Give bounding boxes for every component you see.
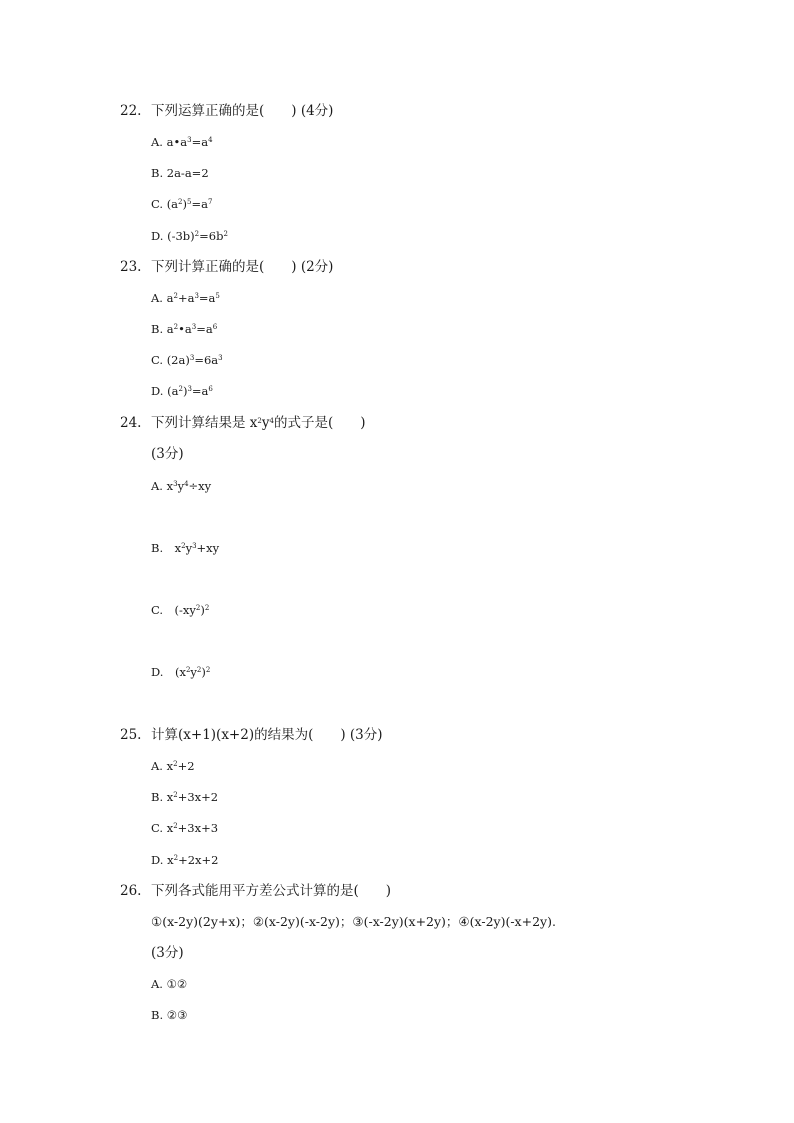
option-text: ÷xy — [188, 479, 212, 493]
option-text: A. a•a — [151, 135, 188, 149]
option-text: A. x — [151, 759, 174, 773]
question-22-option-a — [151, 137, 213, 149]
option-text: =a — [198, 291, 216, 305]
question-25-option-a — [151, 761, 195, 773]
question-23-option-a — [151, 293, 220, 305]
option-text: A. ①② — [151, 977, 188, 991]
question-22-stem — [120, 105, 333, 119]
exponent: 2 — [205, 666, 211, 674]
question-text: 计算(x+1)(x+2)的结果为( ) (3分) — [151, 727, 383, 743]
question-25-stem — [120, 729, 383, 743]
exponent: 2 — [185, 666, 191, 674]
option-text: y — [177, 479, 185, 493]
option-text: y — [185, 541, 193, 555]
option-text: +xy — [196, 541, 220, 555]
option-text: C. (a — [151, 197, 179, 211]
exponent: 7 — [207, 198, 213, 206]
option-text: B. ②③ — [151, 1008, 188, 1022]
exponent: 3 — [173, 480, 178, 488]
option-text: ) — [182, 197, 188, 211]
exponent: 2 — [173, 791, 178, 799]
option-text: =a — [196, 322, 213, 336]
question-25-option-c — [151, 823, 218, 835]
question-text: 下列计算结果是 x — [151, 415, 258, 431]
exponent: 4 — [184, 480, 189, 488]
option-text: ) — [200, 603, 205, 617]
option-text: B. x — [151, 790, 174, 804]
option-text: C. (2a) — [151, 353, 190, 367]
exponent: 2 — [196, 666, 202, 674]
question-23-stem — [120, 261, 333, 275]
question-22-option-c — [151, 199, 212, 211]
question-number: 25. — [120, 727, 142, 743]
option-text: C. x — [151, 821, 174, 835]
exponent: 3 — [187, 136, 192, 144]
option-text: A. x — [151, 479, 174, 493]
question-25-option-b — [151, 792, 218, 804]
exponent: 2 — [181, 542, 186, 550]
option-text: D. (-3b) — [151, 229, 195, 243]
question-23-option-c — [151, 355, 223, 367]
exponent: 4 — [208, 136, 213, 144]
option-text: C. (-xy — [151, 603, 196, 617]
question-24-option-b — [151, 543, 219, 555]
question-24-option-c — [151, 605, 209, 617]
exponent: 3 — [187, 385, 192, 393]
score-text: (3分) — [151, 945, 184, 961]
question-22-option-b — [151, 168, 209, 180]
question-text: 下列各式能用平方差公式计算的是( ) — [151, 883, 392, 899]
exponent: 6 — [212, 323, 218, 331]
exponent: 5 — [187, 198, 192, 206]
option-text: =a — [191, 384, 209, 398]
exponent: 2 — [195, 604, 201, 612]
option-text: +a — [177, 291, 195, 305]
exponent: 2 — [173, 323, 179, 331]
exponent: 2 — [173, 822, 178, 830]
exponent: 2 — [173, 760, 178, 768]
question-text: 下列计算正确的是( ) (2分) — [151, 259, 334, 275]
option-text: =6a — [194, 353, 219, 367]
option-text: +2x+2 — [178, 853, 219, 867]
exponent: 2 — [223, 230, 228, 238]
option-text: D. (a — [151, 384, 179, 398]
option-text: A. a — [151, 291, 174, 305]
exponent: 2 — [204, 604, 210, 612]
exponent: 2 — [194, 230, 200, 238]
exponent: 2 — [178, 385, 183, 393]
option-text: =6b — [199, 229, 224, 243]
score-text: (3分) — [151, 446, 184, 462]
option-text: B. x — [151, 541, 182, 555]
question-25-option-d — [151, 855, 218, 867]
option-text: =a — [191, 197, 208, 211]
question-24-option-a — [151, 481, 211, 493]
question-24-option-d — [151, 667, 210, 679]
question-24-stem — [120, 417, 366, 431]
question-number: 24. — [120, 415, 142, 431]
question-26-option-a — [151, 979, 187, 991]
option-text: +3x+3 — [177, 821, 219, 835]
question-number: 26. — [120, 883, 142, 899]
exponent: 4 — [269, 417, 274, 425]
question-number: 23. — [120, 259, 142, 275]
option-text: •a — [178, 322, 192, 336]
option-text: +3x+2 — [177, 790, 219, 804]
question-26-option-b — [151, 1010, 187, 1022]
question-26-expressions — [151, 916, 556, 929]
question-text: ①(x-2y)(2y+x)；②(x-2y)(-x-2y)；③(-x-2y)(x+2y)；④(x-2y)(-x+2y). — [151, 914, 556, 929]
exponent: 3 — [192, 542, 197, 550]
question-24-score — [151, 448, 184, 462]
exponent: 2 — [257, 417, 262, 425]
exponent: 3 — [189, 354, 195, 362]
option-text: D. x — [151, 853, 174, 867]
option-text: =a — [191, 135, 209, 149]
option-text: D. (x — [151, 665, 186, 679]
exponent: 3 — [191, 323, 197, 331]
question-text: 的式子是( ) — [273, 415, 366, 431]
exponent: 2 — [173, 292, 178, 300]
exponent: 2 — [173, 854, 179, 862]
exponent: 6 — [208, 385, 213, 393]
question-26-score — [151, 947, 184, 961]
question-26-stem — [120, 885, 391, 899]
option-text: y — [190, 665, 197, 679]
exponent: 5 — [215, 292, 220, 300]
question-23-option-b — [151, 324, 217, 336]
exponent: 3 — [194, 292, 199, 300]
option-text: ) — [182, 384, 188, 398]
option-text: B. a — [151, 322, 174, 336]
question-text: 下列运算正确的是( ) (4分) — [151, 103, 334, 119]
option-text: B. 2a-a=2 — [151, 166, 209, 180]
option-text: +2 — [177, 759, 195, 773]
exponent: 2 — [178, 198, 183, 206]
question-23-option-d — [151, 386, 213, 398]
exponent: 3 — [218, 354, 223, 362]
question-text: y — [261, 415, 270, 431]
question-22-option-d — [151, 231, 228, 243]
question-number: 22. — [120, 103, 142, 119]
option-text: ) — [201, 665, 206, 679]
